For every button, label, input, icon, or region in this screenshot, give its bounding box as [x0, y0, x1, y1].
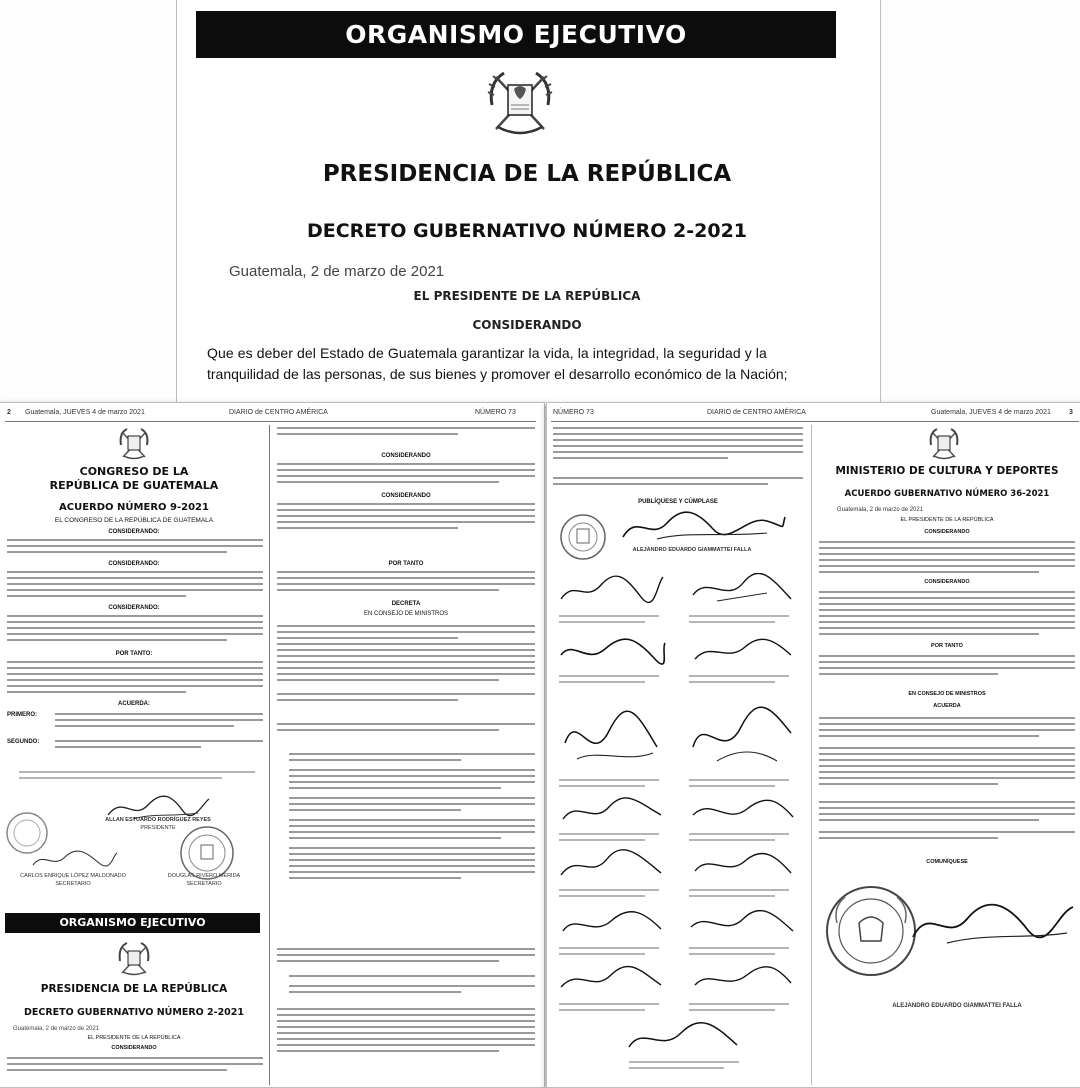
top-body-line-2: tranquilidad de las personas, de sus bienes y promover el desarrollo económico de la Nación;	[207, 366, 788, 382]
minister-name-14	[689, 1003, 789, 1015]
minister-name-15	[629, 1061, 739, 1073]
ministry-comuniquese: COMUNÍQUESE	[926, 859, 968, 865]
ministry-consejo: EN CONSEJO DE MINISTROS	[908, 691, 986, 697]
minister-signature-12	[687, 907, 797, 943]
left-coat-of-arms-icon	[117, 427, 151, 461]
left-executive-decree: DECRETO GUBERNATIVO NÚMERO 2-2021	[23, 1007, 245, 1018]
minister-signature-13	[557, 963, 667, 999]
minister-name-1	[559, 615, 659, 627]
minister-signature-2	[687, 573, 797, 609]
ministry-text-block-1	[819, 541, 1075, 577]
minister-signature-7	[557, 795, 667, 829]
right-header-issue: NÚMERO 73	[553, 409, 594, 416]
congress-text-block-3	[7, 615, 263, 645]
ministry-date: Guatemala, 2 de marzo de 2021	[837, 507, 924, 513]
congress-issuer: EL CONGRESO DE LA REPÚBLICA DE GUATEMALA	[54, 517, 214, 524]
minister-name-8	[689, 833, 789, 845]
congress-signer-2-name: CARLOS ENRIQUE LÓPEZ MALDONADO	[20, 873, 126, 879]
left-executive-date: Guatemala, 2 de marzo de 2021	[13, 1026, 100, 1032]
minister-name-5	[559, 779, 659, 791]
right-col1-text-2	[553, 477, 803, 489]
congress-text-block-6	[55, 740, 263, 752]
col2-por-tanto: POR TANTO	[388, 561, 424, 567]
minister-name-2	[689, 615, 789, 627]
minister-signature-11	[557, 907, 667, 943]
ministry-text-block-3	[819, 655, 1075, 679]
ministry-issuer: EL PRESIDENTE DE LA REPÚBLICA	[900, 517, 994, 523]
minister-name-3	[559, 675, 659, 687]
left-executive-banner: ORGANISMO EJECUTIVO	[5, 913, 260, 933]
left-header-issue: NÚMERO 73	[475, 409, 516, 416]
congress-signer-3-role: SECRETARIO	[186, 881, 222, 887]
col2-text-block-8	[277, 948, 535, 966]
top-date: Guatemala, 2 de marzo de 2021	[229, 263, 445, 280]
congress-title-line-1: CONGRESO DE LA	[79, 465, 189, 478]
left-column-divider	[269, 425, 270, 1085]
left-executive-title: PRESIDENCIA DE LA REPÚBLICA	[40, 983, 228, 995]
top-document-page	[176, 0, 881, 408]
congress-text-block-2	[7, 571, 263, 601]
right-publish: PUBLÍQUESE Y CÚMPLASE	[638, 499, 718, 505]
right-page-number: 3	[1069, 409, 1073, 416]
minister-name-9	[559, 889, 659, 901]
congress-signer-1-name: ALLAN ESTUARDO RODRÍGUEZ REYES	[105, 817, 211, 823]
right-page-header	[547, 409, 1080, 421]
ministry-article-1	[819, 717, 1075, 741]
left-executive-considering: CONSIDERANDO	[111, 1045, 157, 1051]
col2-text-block-4	[277, 571, 535, 595]
ministry-considering-1: CONSIDERANDO	[924, 529, 970, 535]
minister-signature-14	[687, 963, 797, 999]
col2-text-block-5	[277, 625, 535, 685]
col2-text-block-9	[277, 1008, 535, 1056]
minister-signature-4	[687, 635, 797, 671]
left-page-number: 2	[7, 409, 11, 416]
ministry-official-seal	[823, 883, 919, 979]
ministry-acuerda: ACUERDA	[933, 703, 961, 709]
congress-acuerda: ACUERDA:	[118, 701, 150, 707]
congress-por-tanto: POR TANTO:	[115, 651, 153, 657]
ministry-agreement-number: ACUERDO GUBERNATIVO NÚMERO 36-2021	[844, 489, 1050, 499]
ministry-president-signature	[907, 899, 1077, 949]
congress-signer-2-role: SECRETARIO	[55, 881, 91, 887]
minister-signature-1	[557, 573, 667, 609]
minister-name-7	[559, 833, 659, 845]
congress-text-block-4	[7, 661, 263, 697]
minister-signature-8	[687, 795, 797, 829]
ministry-title: MINISTERIO DE CULTURA Y DEPORTES	[835, 465, 1059, 477]
left-header-rule	[5, 421, 536, 422]
congress-segundo: SEGUNDO:	[7, 739, 40, 745]
minister-name-13	[559, 1003, 659, 1015]
congress-considering-3: CONSIDERANDO:	[108, 605, 160, 611]
right-seal-1	[559, 513, 607, 561]
col2-considering-2: CONSIDERANDO	[381, 493, 431, 499]
right-president-signature	[617, 509, 787, 545]
top-decree-number: DECRETO GUBERNATIVO NÚMERO 2-2021	[306, 220, 748, 242]
minister-signature-3	[557, 635, 667, 671]
ministry-por-tanto: POR TANTO	[931, 643, 963, 649]
col2-text-block-7	[277, 723, 535, 735]
top-banner: ORGANISMO EJECUTIVO	[196, 11, 836, 58]
right-header-rule	[551, 421, 1079, 422]
congress-signer-3-name: DOUGLAS RIVERO MÉRIDA	[167, 873, 241, 879]
col2-text-block-3	[277, 503, 535, 533]
col2-text-block-1	[277, 427, 535, 439]
minister-name-11	[559, 947, 659, 959]
ministry-article-4	[819, 831, 1075, 843]
congress-agreement-number: ACUERDO NÚMERO 9-2021	[59, 502, 209, 513]
col2-list-items	[289, 753, 535, 883]
ministry-article-3	[819, 801, 1075, 825]
ministry-considering-2: CONSIDERANDO	[924, 579, 970, 585]
minister-signature-6	[687, 703, 797, 773]
right-gazette-page	[546, 402, 1080, 1088]
minister-signature-15	[623, 1021, 743, 1059]
congress-considering-1: CONSIDERANDO:	[108, 529, 160, 535]
ministry-president-name: ALEJANDRO EDUARDO GIAMMATTEI FALLA	[892, 1003, 1022, 1009]
congress-primero: PRIMERO:	[7, 712, 37, 718]
minister-name-10	[689, 889, 789, 901]
ministry-article-2	[819, 747, 1075, 789]
col2-text-block-6	[277, 693, 535, 705]
col2-consejo: EN CONSEJO DE MINISTROS	[363, 611, 448, 617]
minister-name-12	[689, 947, 789, 959]
top-title: PRESIDENCIA DE LA REPÚBLICA	[322, 161, 732, 187]
left-executive-emblem	[116, 941, 152, 977]
minister-name-6	[689, 779, 789, 791]
col2-list-items-2	[289, 975, 535, 997]
col2-decreta: DECRETA	[391, 601, 421, 607]
minister-name-4	[689, 675, 789, 687]
congress-text-block-5	[55, 713, 263, 731]
left-executive-text	[7, 1057, 263, 1075]
coat-of-arms-emblem	[484, 65, 556, 141]
right-header-paper: DIARIO de CENTRO AMÉRICA	[707, 409, 806, 416]
minister-signature-5	[557, 703, 667, 773]
congress-considering-2: CONSIDERANDO:	[108, 561, 160, 567]
left-gazette-page	[0, 402, 545, 1088]
left-page-header	[0, 409, 544, 421]
congress-signer-1-role: PRESIDENTE	[140, 825, 176, 831]
right-column-divider	[811, 425, 812, 1085]
minister-signature-10	[687, 849, 797, 885]
right-col1-text-1	[553, 427, 803, 463]
congress-emitido-text	[19, 771, 255, 783]
congress-text-block-1	[7, 539, 263, 557]
right-header-date: Guatemala, JUEVES 4 de marzo 2021	[931, 409, 1051, 416]
col2-text-block-2	[277, 463, 535, 487]
right-president-signature-name: ALEJANDRO EDUARDO GIAMMATTEI FALLA	[632, 547, 752, 553]
ministry-text-block-2	[819, 591, 1075, 639]
congress-secretary-1-signature	[29, 847, 119, 871]
top-body-line-1: Que es deber del Estado de Guatemala garantizar la vida, la integridad, la seguridad y la	[207, 345, 767, 361]
minister-signature-9	[557, 849, 667, 885]
congress-title-line-2: REPÚBLICA DE GUATEMALA	[49, 479, 219, 492]
col2-considering-1: CONSIDERANDO	[381, 453, 431, 459]
left-executive-issuer: EL PRESIDENTE DE LA REPÚBLICA	[87, 1035, 181, 1041]
top-issuer: EL PRESIDENTE DE LA REPÚBLICA	[413, 289, 641, 303]
left-header-date: Guatemala, JUEVES 4 de marzo 2021	[25, 409, 145, 416]
top-considering: CONSIDERANDO	[472, 318, 582, 332]
left-header-paper: DIARIO de CENTRO AMÉRICA	[229, 409, 328, 416]
ministry-coat-of-arms-icon	[927, 427, 961, 461]
